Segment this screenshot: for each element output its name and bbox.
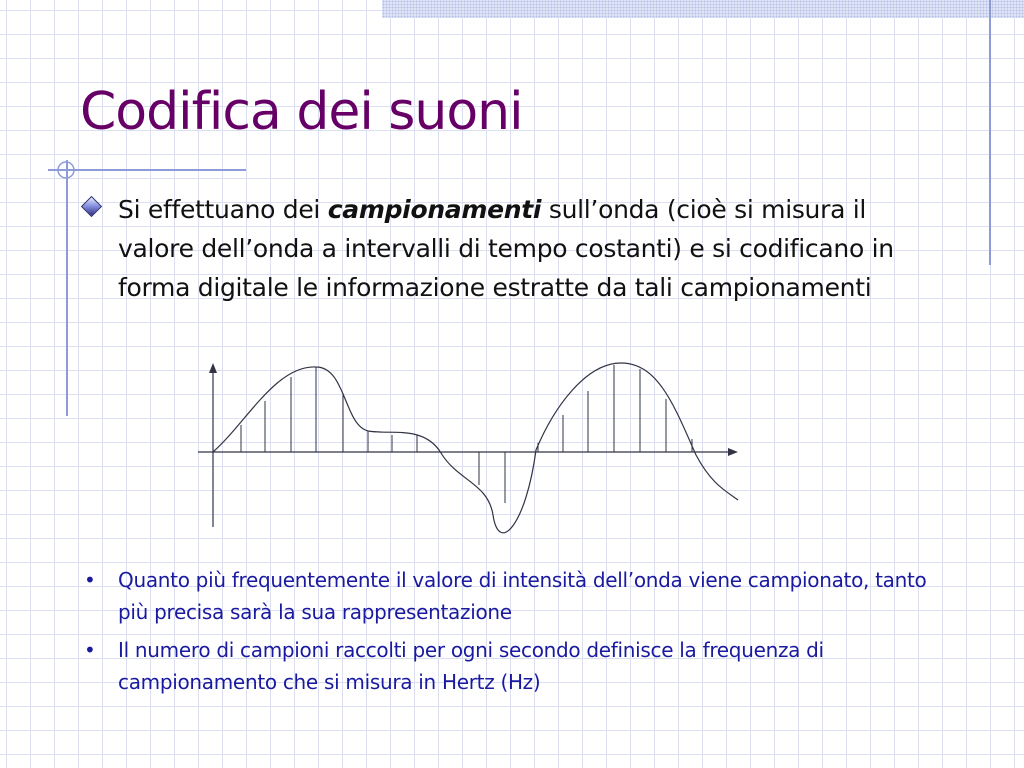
diamond-bullet-icon [81, 196, 102, 217]
top-decor-band [382, 0, 1024, 18]
main-bullet-text-end: sull’onda (cioè si misura il valore dell’onda a intervalli di tempo costanti) e si codificano in forma digitale le informazione estratte da tali campionamenti [118, 195, 894, 302]
waveform-curve [213, 363, 738, 533]
sample-lines [241, 365, 692, 503]
main-bullet-text-start: Si effettuano dei [118, 195, 328, 224]
list-item [84, 564, 944, 628]
main-bullet-emphasis: campionamenti [327, 195, 542, 224]
main-bullet [84, 190, 914, 307]
left-decor-line [66, 160, 68, 416]
list-item [84, 634, 944, 698]
sub-bullet-text: Il numero di campioni raccolti per ogni secondo definisce la frequenza di campionamento che si misura in Hertz (Hz) [118, 638, 824, 694]
sampled-wave-diagram [196, 355, 748, 535]
sub-bullet-text: Quanto più frequentemente il valore di intensità dell’onda viene campionato, tanto più precisa sarà la sua rappresentazione [118, 568, 927, 624]
x-axis-arrow [728, 448, 738, 456]
dot-bullet-icon: • [84, 568, 96, 592]
slide-title: Codifica dei suoni [80, 82, 523, 142]
dot-bullet-icon: • [84, 638, 96, 662]
y-axis-arrow [209, 363, 217, 373]
sub-bullet-list [84, 564, 944, 704]
main-bullet-text [118, 190, 914, 307]
circle-crosshair-icon [52, 156, 80, 184]
right-decor-line [989, 0, 991, 265]
